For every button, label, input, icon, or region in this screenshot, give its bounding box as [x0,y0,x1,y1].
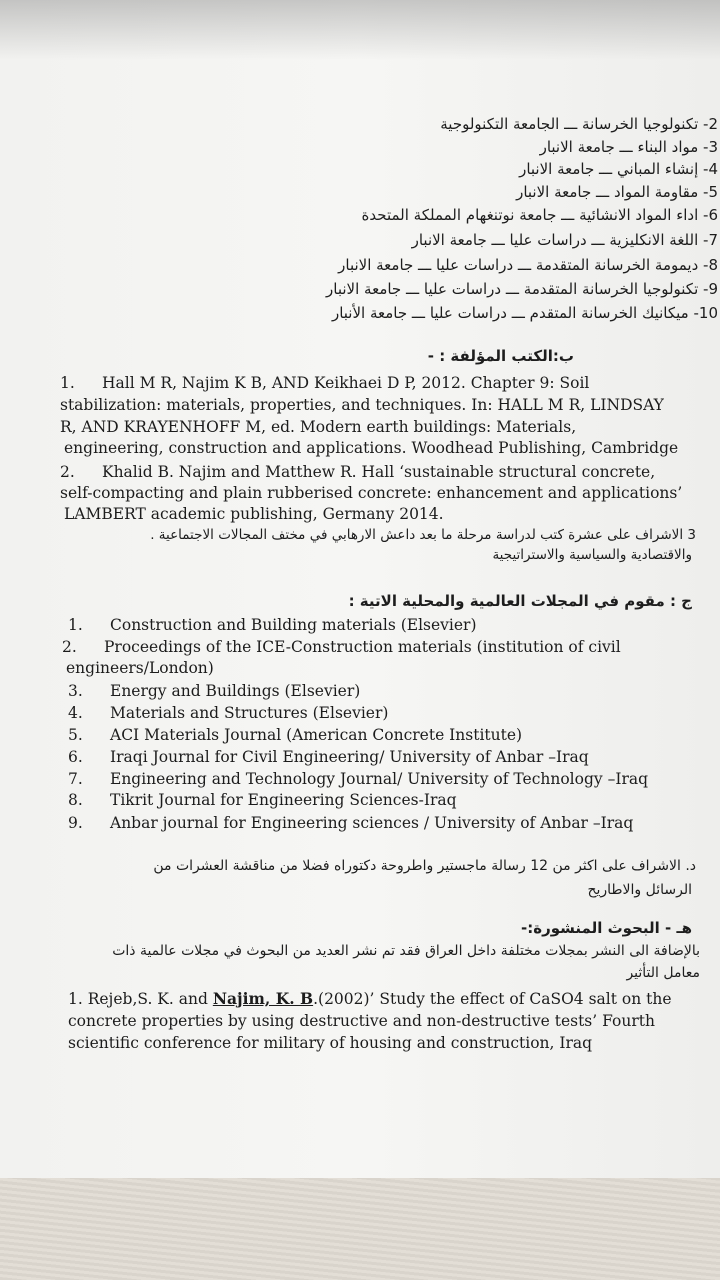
journal-item: Iraqi Journal for Civil Engineering/ University of Anbar –Iraq [110,748,589,766]
desk-surface [0,1178,720,1280]
research-intro: معامل التأثير [626,965,700,981]
supervision-line: د. الاشراف على اكثر من 12 رسالة ماجستير واطروحة دكتوراه فضلا من مناقشة العشرات من [153,858,696,874]
book-3-line: والاقتصادية والسياسية والاستراتيجية [492,547,692,563]
ref-author: Najim, K. B [212,989,314,1008]
course-item: 10- ميكانيك الخرسانة المتقدم ـــ دراسات عليا ـــ جامعة الأنبار [331,304,718,322]
book-3-line: 3 الاشراف على عشرة كتب لدراسة مرحلة ما بعد داعش الارهابي في مختف المجالات الاجتماعية . [150,527,696,543]
journal-item: Energy and Buildings (Elsevier) [110,682,361,700]
book-1-line: stabilization: materials, properties, and techniques. In: HALL M R, LINDSAY [60,396,664,414]
journal-item: Anbar journal for Engineering sciences / University of Anbar –Iraq [110,814,634,832]
books-heading: ب:الكتب المؤلفة : - [427,347,574,365]
page-shadow [0,0,720,60]
journal-number: 7. [68,770,83,788]
research-intro: بالإضافة الى النشر بمجلات مختلفة داخل العراق فقد تم نشر العديد من البحوث في مجلات عالمية ذات [112,943,700,959]
course-item: 3- مواد البناء ـــ جامعة الانبار [539,138,718,156]
book-1-line: engineering, construction and applications. Woodhead Publishing, Cambridge [64,439,679,457]
course-item: 9- تكنولوجيا الخرسانة المتقدمة ـــ دراسات عليا ـــ جامعة الانبار [326,280,718,298]
research-heading: هـ - البحوث المنشورة:- [521,919,692,937]
course-item: 5- مقاومة المواد ـــ جامعة الانبار [516,183,718,201]
journal-item: Tikrit Journal for Engineering Sciences-Iraq [110,791,457,809]
book-2-line: LAMBERT academic publishing, Germany 2014. [64,505,444,523]
journal-item: Proceedings of the ICE-Construction materials (institution of civil [104,638,621,656]
journal-number: 2. [62,638,77,656]
journal-number: 1. [68,616,83,634]
journal-item: Construction and Building materials (Elsevier) [110,616,477,634]
course-item: 2- تكنولوجيا الخرسانة ـــ الجامعة التكنولوجية [440,115,718,133]
book-2-line: Khalid B. Najim and Matthew R. Hall ‘sustainable structural concrete, [102,463,656,481]
ref-rest: .(2002)’ Study the effect of CaSO4 salt on the [313,990,672,1008]
ref-prefix: 1. Rejeb,S. K. and [68,990,213,1008]
journal-number: 9. [68,814,83,832]
journal-item: ACI Materials Journal (American Concrete Institute) [110,726,523,744]
journal-number: 8. [68,791,83,809]
journal-number: 3. [68,682,83,700]
journal-number: 4. [68,704,83,722]
research-ref-line [68,988,672,1010]
book-1-line: Hall M R, Najim K B, AND Keikhaei D P, 2012. Chapter 9: Soil [102,374,590,392]
book-2-line: self-compacting and plain rubberised concrete: enhancement and applications’ [60,484,683,502]
journals-heading: ج : مقوم في المجلات العالمية والمحلية الاتية : [348,592,692,610]
book-1-number: 1. [60,374,75,392]
book-1-line: R, AND KRAYENHOFF M, ed. Modern earth buildings: Materials, [60,418,577,436]
book-2-number: 2. [60,463,75,481]
supervision-line: الرسائل والاطاريح [587,882,692,898]
journal-item: engineers/London) [66,659,214,677]
course-item: 7- اللغة الانكليزية ـــ دراسات عليا ـــ جامعة الانبار [411,231,718,249]
journal-number: 5. [68,726,83,744]
research-ref-line: concrete properties by using destructive and non-destructive tests’ Fourth [68,1012,655,1030]
journal-item: Engineering and Technology Journal/ University of Technology –Iraq [110,770,649,788]
course-item: 8- ديمومة الخرسانة المتقدمة ـــ دراسات عليا ـــ جامعة الانبار [338,256,718,274]
journal-item: Materials and Structures (Elsevier) [110,704,389,722]
course-item: 4- إنشاء المباني ـــ جامعة الانبار [519,160,718,178]
research-ref-line: scientific conference for military of housing and construction, Iraq [68,1034,593,1052]
journal-number: 6. [68,748,83,766]
course-item: 6- اداء المواد الانشائية ـــ جامعة نوتنغهام المملكة المتحدة [361,206,718,224]
